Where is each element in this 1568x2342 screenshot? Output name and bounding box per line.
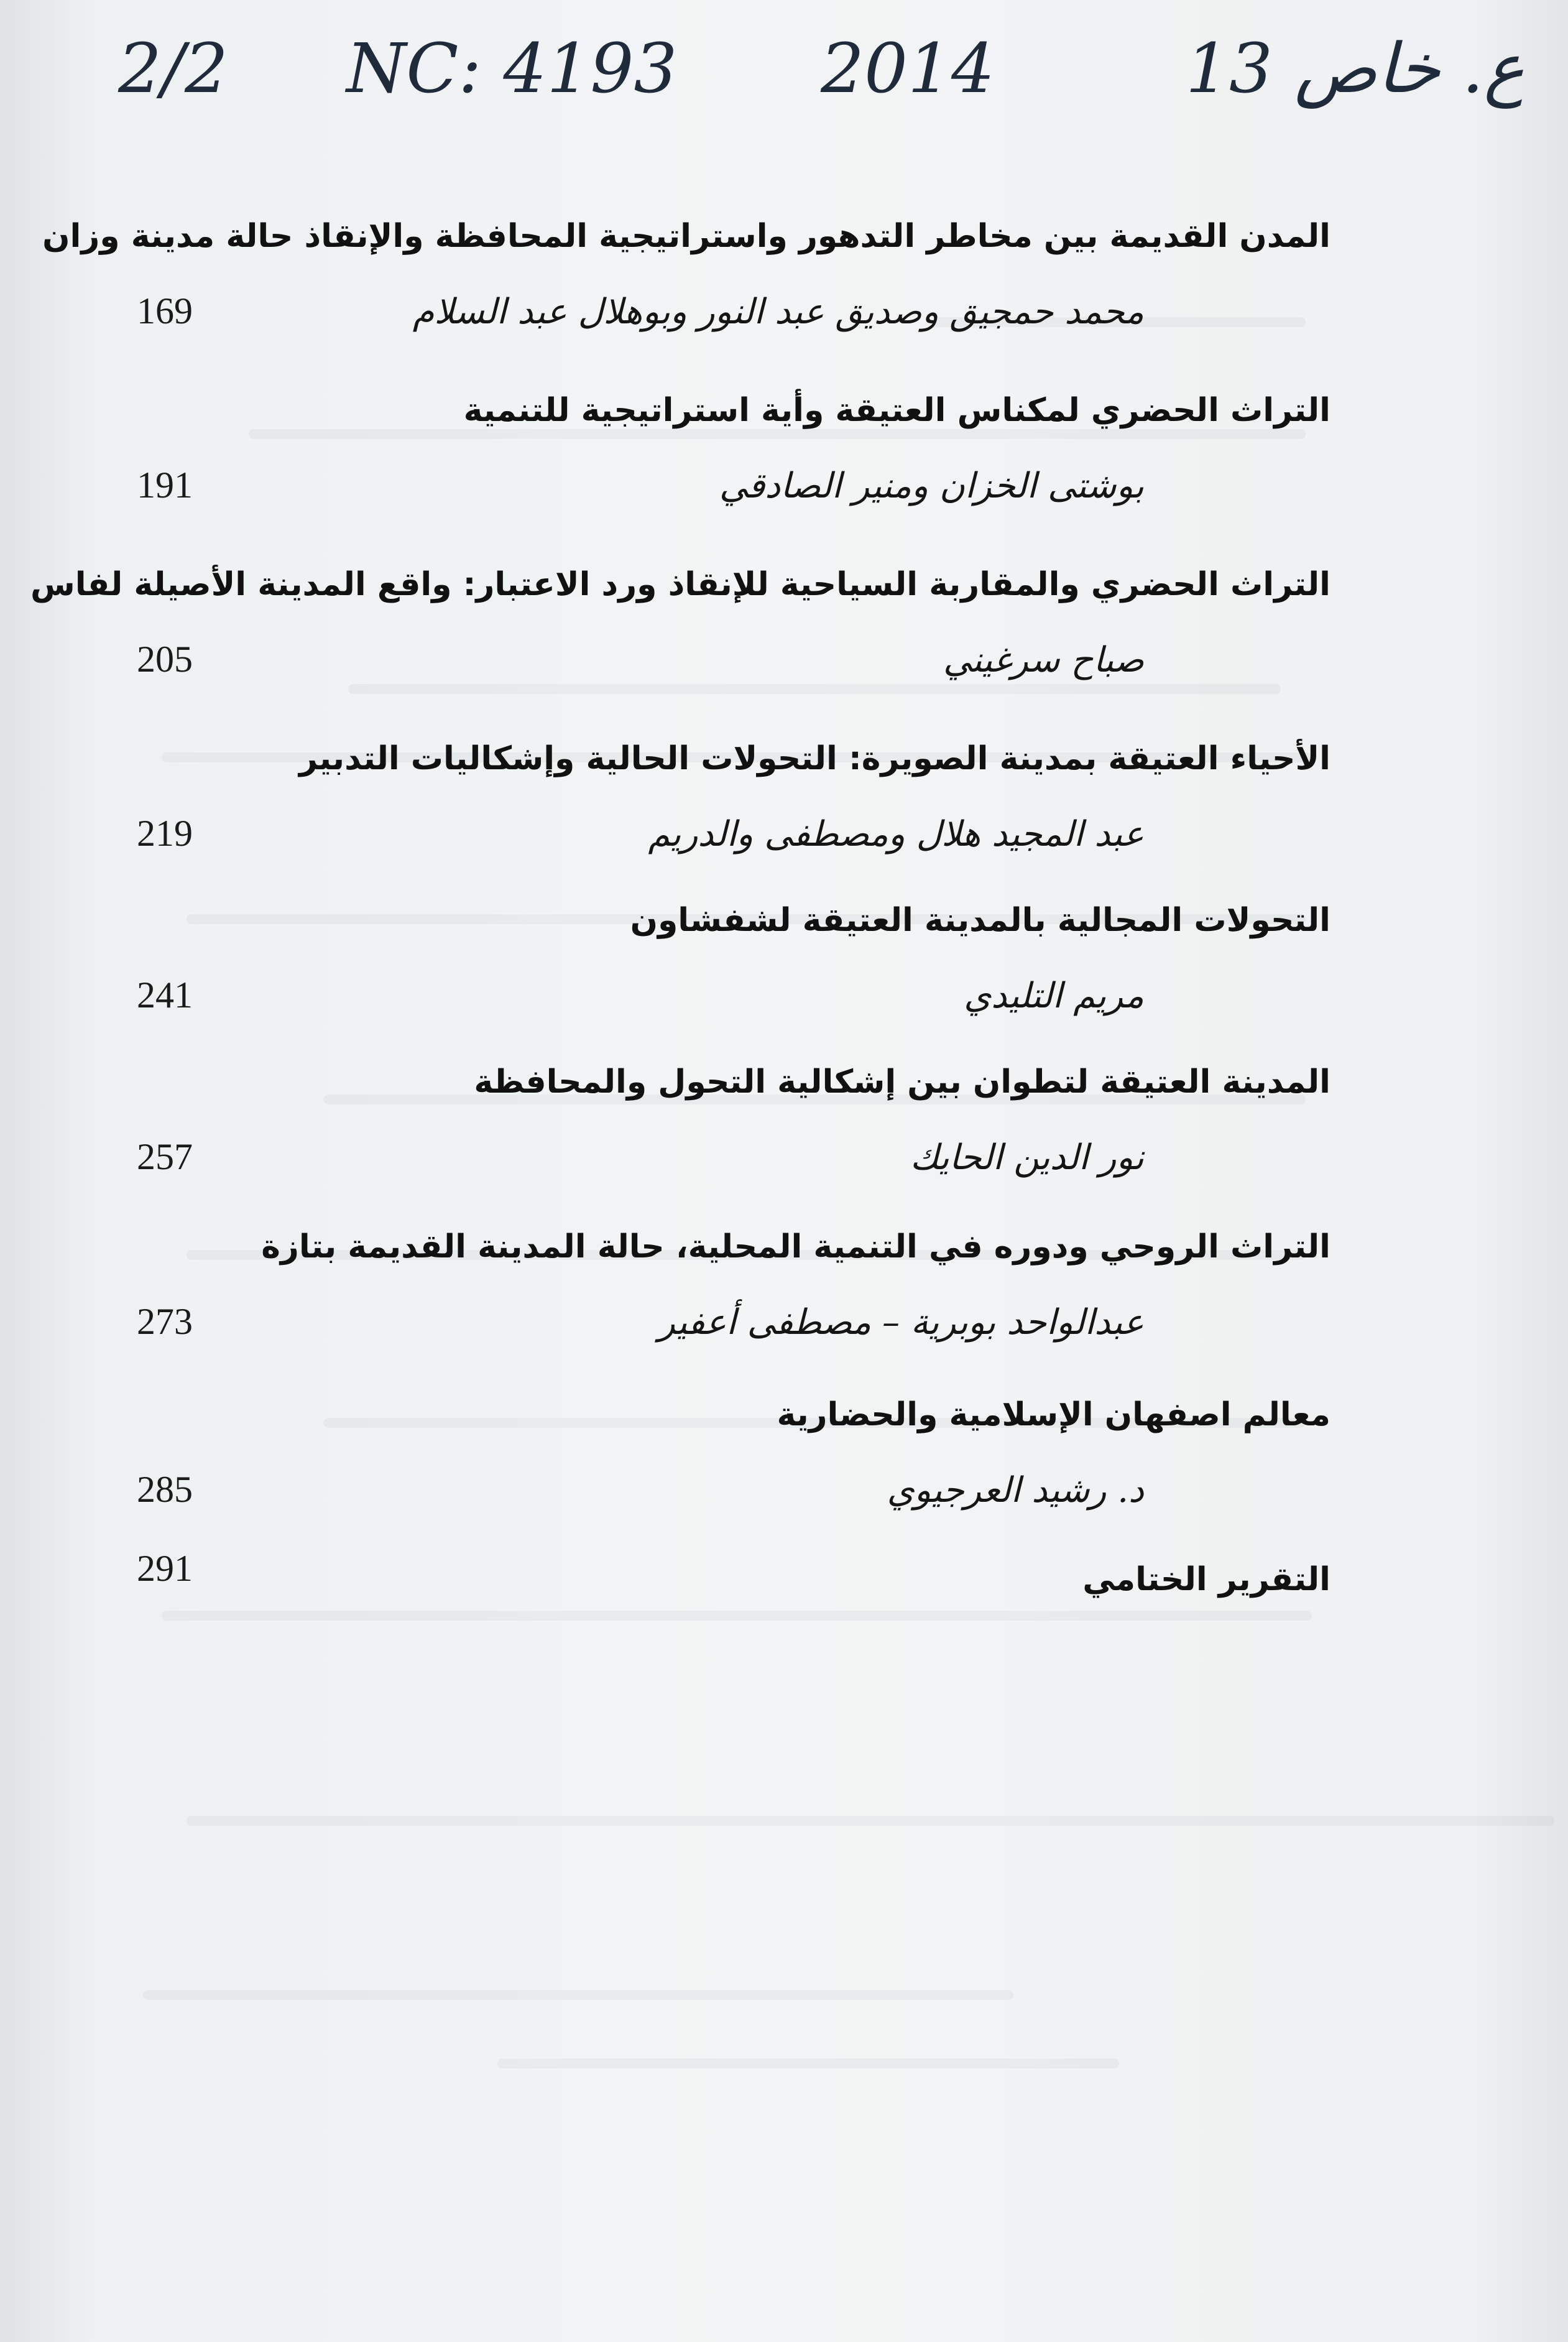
toc-entry-title: معالم اصفهان الإسلامية والحضارية xyxy=(777,1396,1330,1433)
toc-entry-author: بوشتى الخزان ومنير الصادقي xyxy=(719,466,1144,506)
toc-entry-page: 291 xyxy=(137,1548,193,1589)
toc-entry-page: 219 xyxy=(137,813,193,854)
toc-entry-page: 191 xyxy=(137,465,193,506)
toc-entry-title: التراث الروحي ودوره في التنمية المحلية، حالة المدينة القديمة بتازة xyxy=(261,1228,1330,1266)
toc-entry-title: المدينة العتيقة لتطوان بين إشكالية التحول والمحافظة xyxy=(474,1063,1330,1101)
toc-entry-author: مريم التليدي xyxy=(964,976,1144,1016)
handwritten-issue-number: ع. خاص 13 xyxy=(1185,29,1524,108)
toc-entry-page: 205 xyxy=(137,639,193,680)
toc-entry-author: محمد حمجيق وصديق عبد النور وبوهلال عبد السلام xyxy=(412,292,1144,332)
toc-entry-title: التقرير الختامي xyxy=(1082,1561,1330,1598)
toc-entry-page: 241 xyxy=(137,974,193,1016)
toc-entry-author: صباح سرغيني xyxy=(943,640,1144,680)
toc-entry-title: التراث الحضري لمكناس العتيقة وأية استراتيجية للتنمية xyxy=(463,392,1330,429)
toc-entry-title: الأحياء العتيقة بمدينة الصويرة: التحولات الحالية وإشكاليات التدبير xyxy=(298,740,1330,777)
toc-entry-title: التحولات المجالية بالمدينة العتيقة لشفشاون xyxy=(630,902,1330,939)
toc-entry-page: 257 xyxy=(137,1136,193,1177)
toc-entry-page: 169 xyxy=(137,290,193,331)
handwritten-fraction: 2/2 xyxy=(118,29,229,108)
toc-entry-author: نور الدين الحايك xyxy=(910,1137,1144,1178)
toc-entry-page: 273 xyxy=(137,1301,193,1342)
toc-entry-title: التراث الحضري والمقاربة السياحية للإنقاذ ورد الاعتبار: واقع المدينة الأصيلة لفاس xyxy=(30,566,1330,603)
toc-entry-title: المدن القديمة بين مخاطر التدهور واستراتيجية المحافظة والإنقاذ حالة مدينة وزان xyxy=(42,218,1330,255)
toc-entry-author: د. رشيد العرجيوي xyxy=(887,1470,1144,1511)
handwritten-call-number: NC: 4193 xyxy=(346,29,678,108)
toc-entry-page: 285 xyxy=(137,1469,193,1510)
handwritten-year: 2014 xyxy=(821,29,995,108)
toc-entry-author: عبد المجيد هلال ومصطفى والدريم xyxy=(648,814,1144,854)
toc-entry-author: عبدالواحد بوبرية – مصطفى أعفير xyxy=(658,1302,1144,1343)
